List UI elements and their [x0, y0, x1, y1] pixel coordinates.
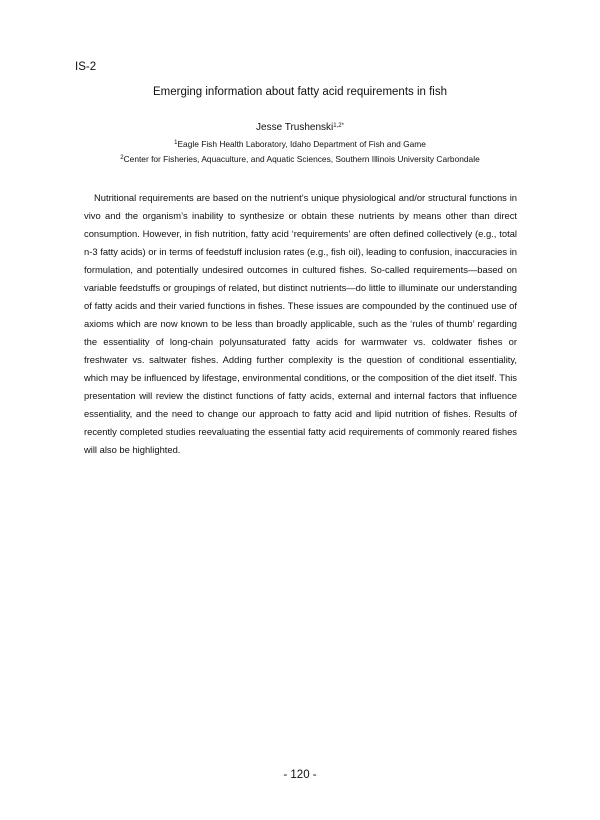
- affiliation-2: [0, 153, 600, 165]
- page-number: - 120 -: [283, 769, 317, 781]
- affiliation-1: [0, 138, 600, 150]
- author-name: Jesse Trushenski: [256, 122, 334, 133]
- affiliation-2-mark: 2: [120, 155, 124, 161]
- author-affiliation-marks: 1,2*: [333, 123, 344, 129]
- affiliation-2-text: Center for Fisheries, Aquaculture, and Aquatic Sciences, Southern Illinois University Carbondale: [123, 154, 480, 164]
- affiliation-1-mark: 1: [174, 140, 178, 146]
- abstract-body: Nutritional requirements are based on the nutrient’s unique physiological and/or structural functions in vivo and the organism’s inability to synthesize or obtain these nutrients by means other than direct consumption. However, in fish nutrition, fatty acid ‘requirements’ are often defined collectively (e.g., total n-3 fatty acids) or in terms of feedstuff inclusion rates (e.g., fish oil), leading to confusion, inaccuracies in formulation, and potentially undesired outcomes in cultured fishes. So-called requirements—based on variable feedstuffs or groupings of related, but distinct nutrients—do little to illuminate our understanding of fatty acids and their varied functions in fishes. These issues are compounded by the continued use of axioms which are now known to be less than broadly applicable, such as the ‘rules of thumb’ regarding the essentiality of long-chain polyunsaturated fatty acids for warmwater vs. coldwater fishes or freshwater vs. saltwater fishes. Adding further complexity is the question of conditional essentiality, which may be influenced by lifestage, environmental conditions, or the composition of the diet itself. This presentation will review the distinct functions of fatty acids, external and internal factors that influence essentiality, and the need to change our approach to fatty acid and lipid nutrition of fishes. Results of recently completed studies reevaluating the essential fatty acid requirements of commonly reared fishes will also be highlighted.: [84, 192, 517, 455]
- paper-title: Emerging information about fatty acid requirements in fish: [152, 86, 448, 98]
- affiliation-1-text: Eagle Fish Health Laboratory, Idaho Department of Fish and Game: [177, 139, 426, 149]
- session-code: IS-2: [75, 61, 97, 73]
- author-line: [0, 121, 600, 135]
